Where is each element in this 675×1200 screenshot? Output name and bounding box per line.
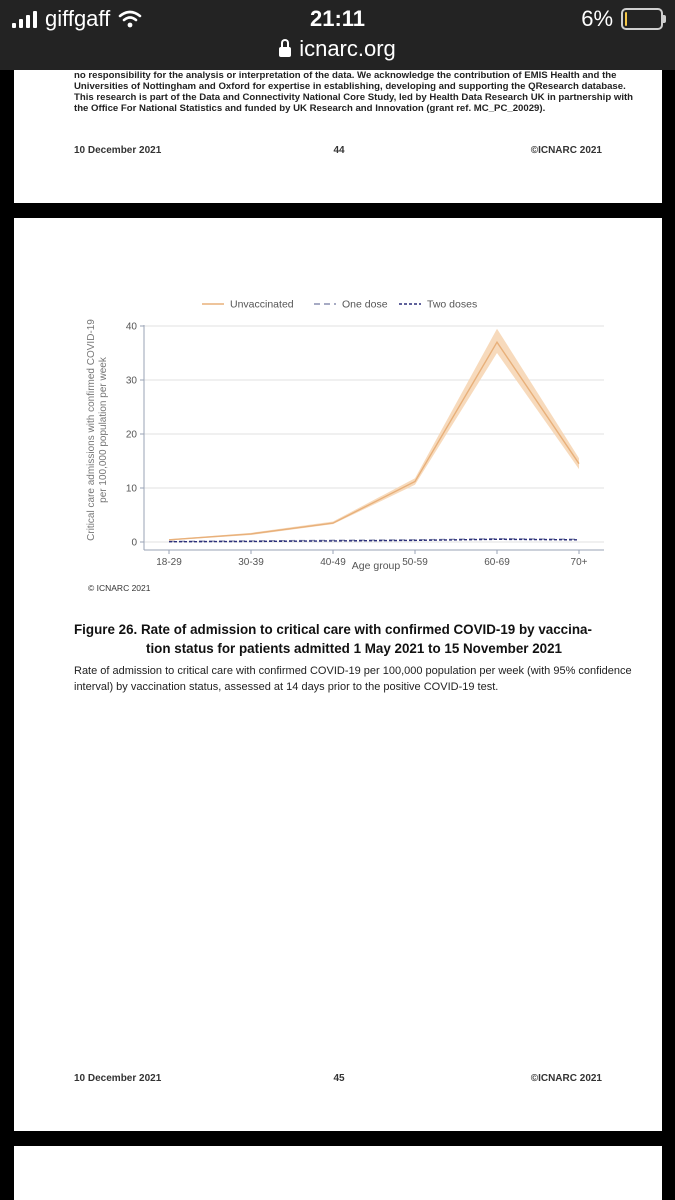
chart-legend — [202, 299, 477, 311]
x-tick-label: 60-69 — [484, 557, 510, 568]
battery-level — [625, 12, 627, 26]
line-chart — [14, 218, 662, 598]
footer-date: 10 December 2021 — [74, 145, 162, 156]
legend-label: Two doses — [427, 298, 478, 311]
clock: 21:11 — [309, 6, 366, 31]
chart-copyright: © ICNARC 2021 — [88, 583, 151, 593]
series-lines — [169, 342, 579, 542]
y-tick-label: 10 — [125, 483, 137, 495]
chart-grid — [144, 326, 604, 542]
x-tick-label: 18-29 — [156, 557, 182, 568]
figure-description: Rate of admission to critical care with confirmed COVID-19 per 100,000 population per week (with 95% confidence interval) by vaccination status, assessed at 14 days prior to the positive COVID-19 test. — [74, 665, 632, 693]
confidence-bands — [169, 329, 579, 541]
footer-date: 10 December 2021 — [74, 1073, 162, 1084]
figure-caption-line1: Figure 26. Rate of admission to critical care with confirmed COVID-19 by vaccina- — [74, 622, 592, 637]
footer-copyright: ©ICNARC 2021 — [530, 145, 602, 156]
figure-caption-line2: tion status for patients admitted 1 May 2021 to 15 November 2021 — [146, 641, 562, 656]
address-bar[interactable] — [0, 36, 675, 62]
x-tick-label: 30-39 — [238, 557, 264, 568]
pdf-page-44 — [14, 70, 662, 203]
url-text: icnarc.org — [299, 36, 396, 61]
y-tick-label: 40 — [125, 321, 137, 333]
x-tick-label: 40-49 — [320, 557, 346, 568]
footer-copyright: ©ICNARC 2021 — [530, 1073, 602, 1084]
footer-page-number: 45 — [333, 1073, 345, 1084]
x-tick-label: 50-59 — [402, 557, 428, 568]
y-axis-label-line1: Critical care admissions with confirmed COVID-19 — [86, 319, 97, 541]
battery-icon — [621, 8, 663, 30]
legend-label: Unvaccinated — [230, 298, 294, 311]
battery-percent: 6% — [581, 6, 613, 31]
x-tick-label: 70+ — [570, 557, 588, 568]
y-axis-label-line2: per 100,000 population per week — [98, 357, 109, 503]
carrier-name: giffgaff — [45, 6, 111, 31]
confidence-band — [169, 329, 579, 541]
lock-icon — [279, 47, 291, 57]
series-line — [169, 342, 579, 540]
y-tick-label: 0 — [131, 537, 137, 549]
status-bar — [0, 0, 675, 70]
pdf-page-46 — [14, 1146, 662, 1200]
battery-status — [581, 6, 663, 32]
figure-caption — [74, 620, 634, 658]
chart-axes — [126, 322, 604, 569]
legend-label: One dose — [342, 298, 388, 311]
footer-page-number: 44 — [333, 145, 345, 156]
y-tick-label: 30 — [125, 375, 137, 387]
y-tick-label: 20 — [125, 429, 137, 441]
acknowledgement-text: no responsibility for the analysis or interpretation of the data. We acknowledge the contribution of EMIS Health and the Universities of Nottingham and Oxford for expertise in establishing, developing and supporting the QResearch database. This research is part of the Data and Connectivity National Core Study, led by Health Data Research UK in partnership with the Office For National Statistics and funded by UK Research and Innovation (grant ref. MC_PC_20029). — [74, 70, 634, 114]
x-axis-label: Age group — [351, 560, 401, 572]
pdf-page-45 — [14, 218, 662, 1131]
